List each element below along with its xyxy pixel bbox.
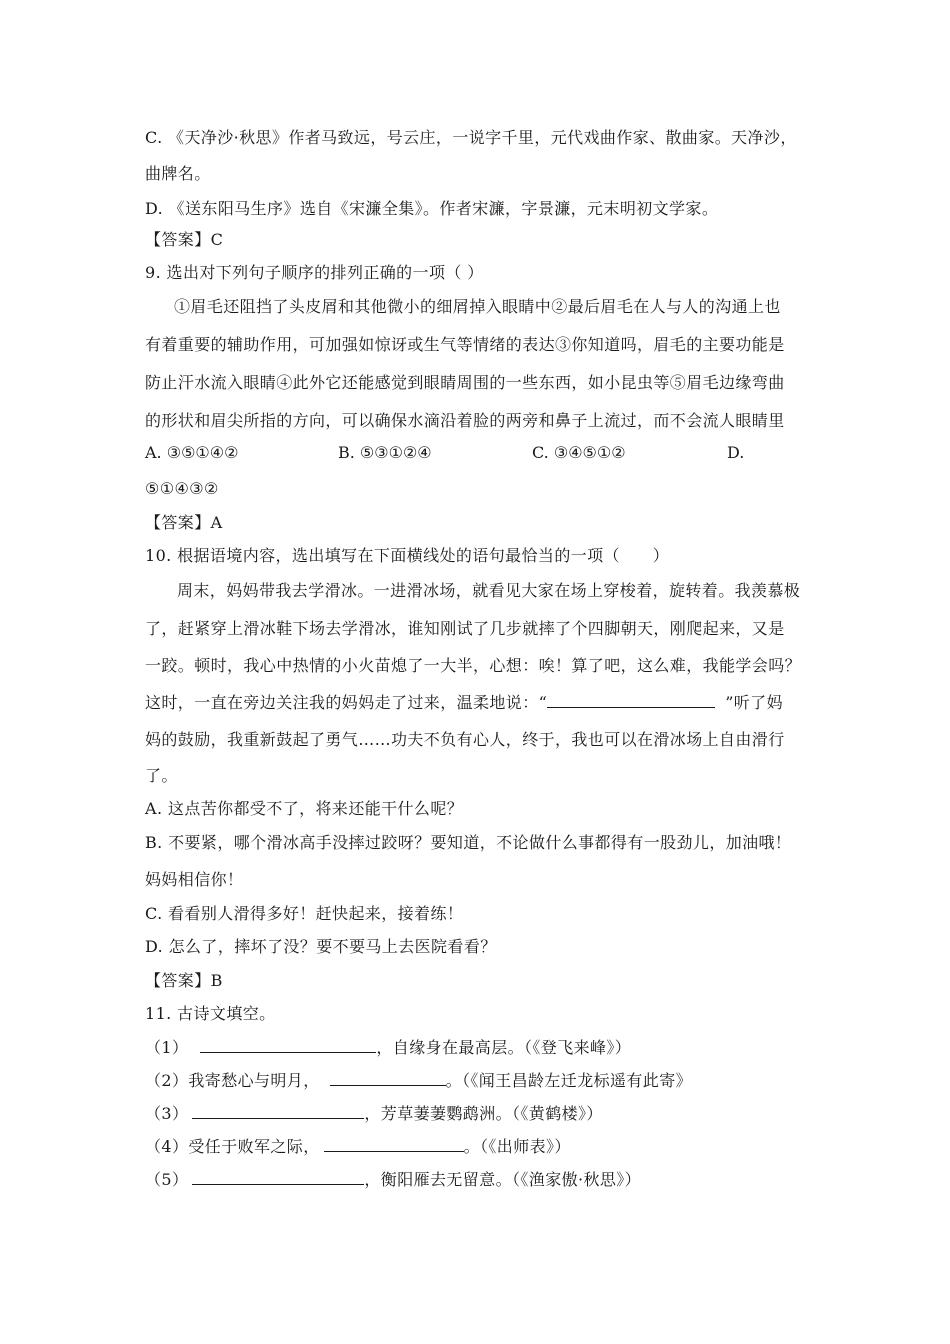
q9-option-d: D. (727, 443, 745, 462)
q11-item-1-blank[interactable] (200, 1036, 376, 1053)
q8-answer: 【答案】C (145, 230, 224, 249)
q10-option-c: C. 看看别人滑得多好！赶快起来，接着练！ (145, 904, 464, 923)
q11-item-number: （2） (145, 1071, 189, 1090)
q11-item-4-text: 。（《出师表》） (463, 1137, 571, 1156)
q11-item-1 (145, 1036, 805, 1059)
q11-item-3 (145, 1102, 805, 1125)
q10-stem: 10. 根据语境内容，选出填写在下面横线处的语句最恰当的一项（ ） (145, 546, 670, 565)
q11-item-2-pre: 我寄愁心与明月， (188, 1071, 320, 1090)
q10-answer-blank[interactable] (547, 691, 715, 708)
q10-answer: 【答案】B (145, 971, 223, 990)
q10-passage-blank-line (145, 691, 805, 714)
q11-item-2 (145, 1069, 805, 1092)
q10-passage-line: 了，赶紧穿上滑冰鞋下场去学滑冰，谁知刚试了几步就摔了个四脚朝天，刚爬起来，又是 (145, 619, 785, 638)
q11-item-number: （1） (145, 1038, 189, 1057)
q9-option-a: A. ③⑤①④② (145, 443, 239, 462)
q11-item-number: （4） (145, 1137, 189, 1156)
q11-stem: 11. 古诗文填空。 (145, 1004, 276, 1023)
q10-passage-line: 妈的鼓励，我重新鼓起了勇气……功夫不负有心人，终于，我也可以在滑冰场上自由滑行 (145, 730, 785, 749)
q8-option-c-line2: 曲牌名。 (145, 164, 211, 183)
q11-item-4 (145, 1135, 805, 1158)
q10-passage-line: 了。 (145, 766, 178, 785)
q11-item-2-blank[interactable] (330, 1069, 446, 1086)
q10-line4-pre: 这时，一直在旁边关注我的妈妈走了过来，温柔地说：“ (145, 693, 548, 712)
q9-passage-line: 防止汗水流入眼睛④此外它还能感觉到眼睛周围的一些东西，如小昆虫等⑤眉毛边缘弯曲 (145, 373, 785, 392)
q9-option-c: C. ③④⑤①② (532, 443, 626, 462)
q11-item-3-blank[interactable] (192, 1102, 364, 1119)
q8-option-c-line1: C. 《天净沙·秋思》作者马致远，号云庄，一说字千里，元代戏曲作家、散曲家。天净沙， (145, 128, 797, 147)
q10-option-a: A. 这点苦你都受不了，将来还能干什么呢？ (145, 799, 464, 818)
q11-item-4-blank[interactable] (324, 1135, 464, 1152)
q11-item-number: （5） (145, 1170, 189, 1189)
q9-answer: 【答案】A (145, 513, 223, 532)
q11-item-3-text: ，芳草萋萋鹦鹉洲。（《黄鹤楼》） (364, 1104, 603, 1123)
q10-passage-line: 周末，妈妈带我去学滑冰。一进滑冰场，就看见大家在场上穿梭着，旋转着。我羡慕极 (177, 581, 801, 600)
q11-item-5-blank[interactable] (192, 1168, 364, 1185)
q11-item-5 (145, 1168, 805, 1191)
q8-option-d: D. 《送东阳马生序》选自《宋濂全集》。作者宋濂，字景濂，元末明初文学家。 (145, 199, 719, 218)
q10-option-b-line1: B. 不要紧，哪个滑冰高手没摔过跤呀？要知道，不论做什么事都得有一股劲儿，加油哦！ (145, 833, 792, 852)
q9-option-d-value: ⑤①④③② (145, 479, 219, 498)
q9-passage-line: ①眉毛还阻挡了头皮屑和其他微小的细屑掉入眼睛中②最后眉毛在人与人的沟通上也 (174, 297, 781, 316)
q9-option-b: B. ⑤③①②④ (338, 443, 432, 462)
q9-passage-line: 有着重要的辅助作用，可加强如惊讶或生气等情绪的表达③你知道吗，眉毛的主要功能是 (145, 335, 785, 354)
q11-item-4-pre: 受任于败军之际， (188, 1137, 320, 1156)
q10-option-b-line2: 妈妈相信你！ (145, 870, 244, 889)
q9-stem: 9. 选出对下列句子顺序的排列正确的一项（ ） (145, 263, 484, 282)
q11-item-1-text: ，自缘身在最高层。（《登飞来峰》） (376, 1038, 632, 1057)
q10-passage-line: 一跤。顿时，我心中热情的小火苗熄了一大半，心想：唉！算了吧，这么难，我能学会吗？ (145, 656, 802, 675)
q9-passage-line: 的形状和眉尖所指的方向，可以确保水滴沿着脸的两旁和鼻子上流过，而不会流人眼睛里 (145, 411, 785, 430)
q11-item-number: （3） (145, 1104, 189, 1123)
q10-option-d: D. 怎么了，摔坏了没？要不要马上去医院看看？ (145, 937, 497, 956)
q11-item-2-text: 。（《闻王昌龄左迁龙标遥有此寄》 (445, 1071, 692, 1090)
q10-line4-post: ”听了妈 (725, 693, 783, 712)
q11-item-5-text: ，衡阳雁去无留意。（《渔家傲·秋思》） (364, 1170, 642, 1189)
